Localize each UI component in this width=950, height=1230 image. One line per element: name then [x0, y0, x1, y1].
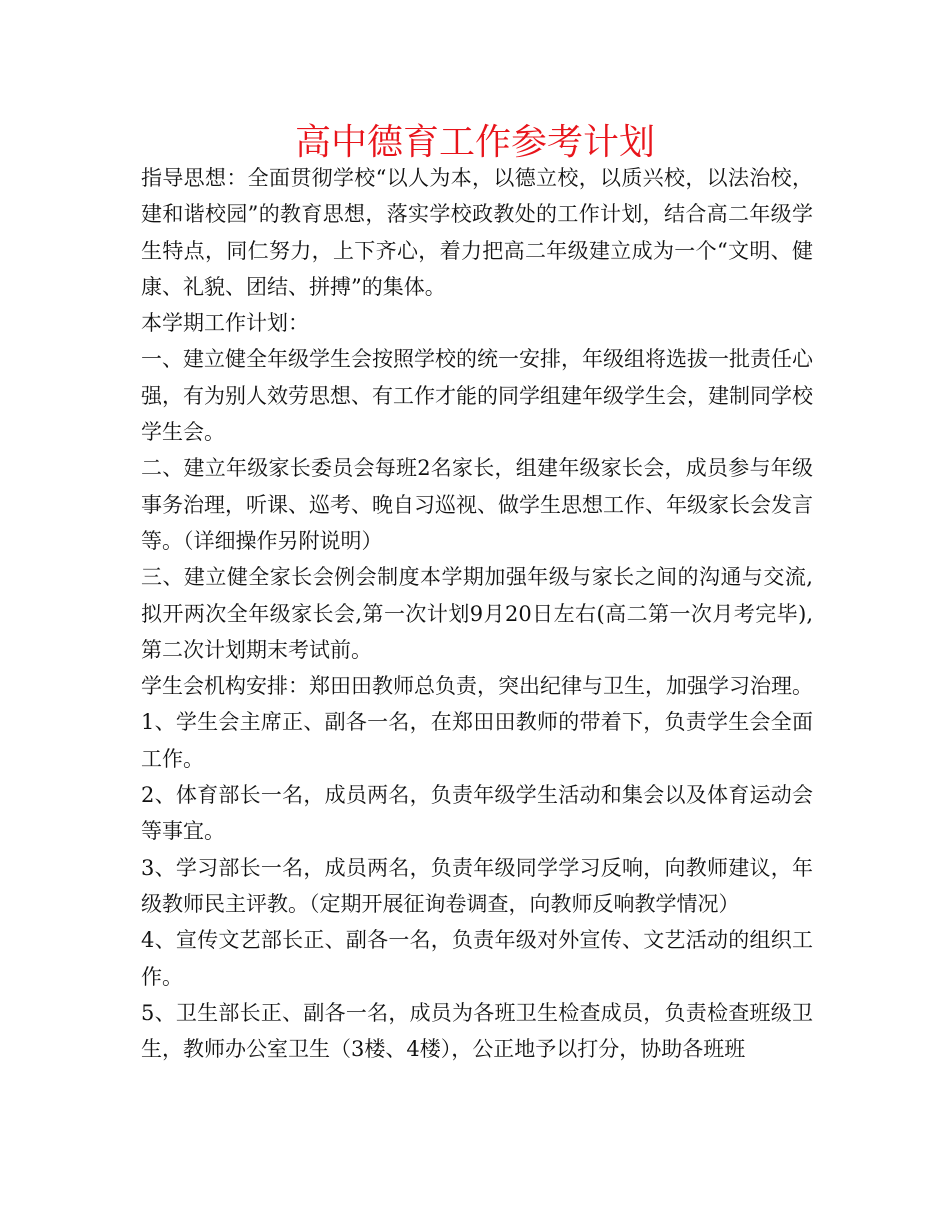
document-title: 高中德育工作参考计划: [294, 122, 655, 163]
role-item-2-paragraph: 2、体育部长一名，成员两名，负责年级学生活动和集会以及体育运动会等事宜。: [141, 783, 813, 844]
guiding-ideology-paragraph: 指导思想：全面贯彻学校“以人为本，以德立校，以质兴校，以法治校，建和谐校园”的教育思想，落实学校政教处的工作计划，结合高二年级学生特点，同仁努力，上下齐心，着力把高二年级建立成为一个“文明、健康、礼貌、团结、拼搏”的集体。: [141, 166, 813, 299]
plan-item-1-paragraph: 一、建立健全年级学生会按照学校的统一安排，年级组将选拔一批责任心强，有为别人效劳思想、有工作才能的同学组建年级学生会，建制同学校学生会。: [141, 347, 813, 445]
plan-item-3-paragraph: 三、建立健全家长会例会制度本学期加强年级与家长之间的沟通与交流,拟开两次全年级家长会,第一次计划9月20日左右(高二第一次月考完毕),第二次计划期末考试前。: [141, 565, 813, 662]
role-item-5-paragraph: 5、卫生部长正、副各一名，成员为各班卫生检查成员，负责检查班级卫生，教师办公室卫生（3楼、4楼），公正地予以打分，协助各班班: [141, 1000, 813, 1062]
role-item-4-paragraph: 4、宣传文艺部长正、副各一名，负责年级对外宣传、文艺活动的组织工作。: [141, 928, 813, 989]
document-body: [141, 160, 813, 1067]
role-item-3-paragraph: 3、学习部长一名，成员两名，负责年级同学学习反响，向教师建议，年级教师民主评教。（定期开展征询卷调查，向教师反响教学情况）: [141, 855, 813, 916]
role-item-1-paragraph: 1、学生会主席正、副各一名，在郑田田教师的带着下，负责学生会全面工作。: [141, 710, 813, 771]
semester-plan-heading: 本学期工作计划：: [141, 311, 309, 336]
plan-item-2-paragraph: 二、建立年级家长委员会每班2名家长，组建年级家长会，成员参与年级事务治理，听课、巡考、晚自习巡视、做学生思想工作、年级家长会发言等。（详细操作另附说明）: [141, 456, 813, 553]
student-union-arrangement-paragraph: 学生会机构安排：郑田田教师总负责，突出纪律与卫生，加强学习治理。: [141, 674, 813, 699]
